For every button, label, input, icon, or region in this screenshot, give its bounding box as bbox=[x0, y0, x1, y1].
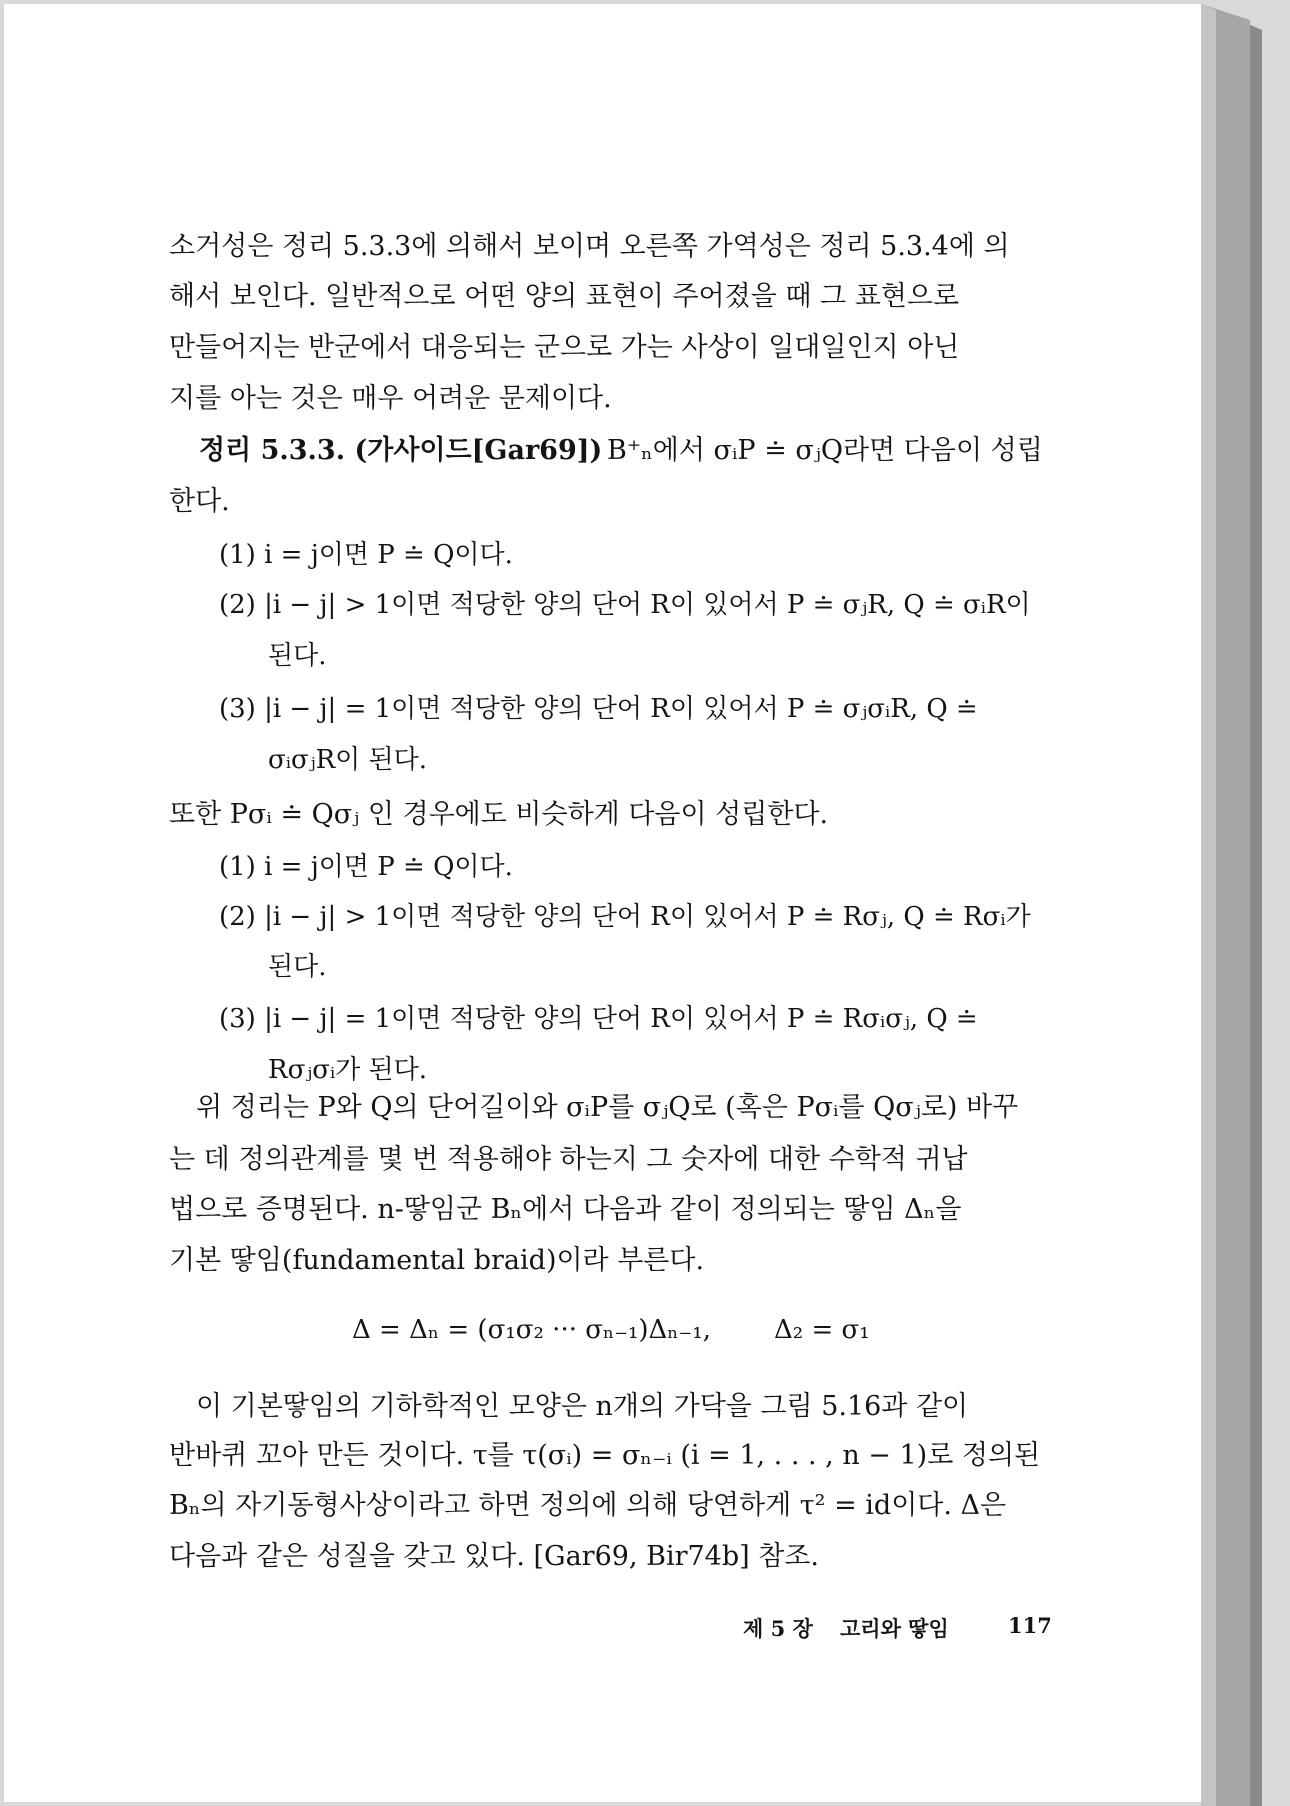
text-line: 법으로 증명된다. n-땋임군 Bₙ에서 다음과 같이 정의되는 땋임 Δₙ을 bbox=[169, 1194, 962, 1225]
theorem-item-cont: 된다. bbox=[268, 952, 327, 982]
page-side-highlight bbox=[1201, 4, 1216, 1806]
page-number: 117 bbox=[1008, 1613, 1052, 1638]
theorem-statement-cont: 한다. bbox=[169, 486, 230, 517]
document-page bbox=[4, 4, 1201, 1802]
text-line: 소거성은 정리 5.3.3에 의해서 보이며 오른쪽 가역성은 정리 5.3.4에 의 bbox=[169, 231, 1010, 262]
theorem-item: (2) |i − j| > 1이면 적당한 양의 단어 R이 있어서 P ≐ Rσⱼ, Q ≐ Rσᵢ가 bbox=[219, 902, 1031, 932]
theorem-item: (2) |i − j| > 1이면 적당한 양의 단어 R이 있어서 P ≐ σⱼR, Q ≐ σᵢR이 bbox=[219, 590, 1031, 620]
theorem-heading: 정리 5.3.3. (가사이드[Gar69]) bbox=[199, 435, 603, 466]
theorem-item-cont: σᵢσⱼR이 된다. bbox=[268, 745, 428, 775]
text-line: 이 기본땋임의 기하학적인 모양은 n개의 가닥을 그림 5.16과 같이 bbox=[196, 1391, 969, 1422]
footer-title: 고리와 땋임 bbox=[840, 1616, 949, 1641]
theorem-item: (3) |i − j| = 1이면 적당한 양의 단어 R이 있어서 P ≐ Rσᵢσⱼ, Q ≐ bbox=[219, 1004, 978, 1034]
theorem-item: (3) |i − j| = 1이면 적당한 양의 단어 R이 있어서 P ≐ σⱼσᵢR, Q ≐ bbox=[219, 694, 978, 724]
text-line: 반바퀴 꼬아 만든 것이다. τ를 τ(σᵢ) = σₙ₋ᵢ (i = 1, . . . , n − 1)로 정의된 bbox=[169, 1440, 1041, 1471]
theorem-item: (1) i = j이면 P ≐ Q이다. bbox=[219, 852, 513, 882]
text-line: Bₙ의 자기동형사상이라고 하면 정의에 의해 당연하게 τ² = id이다. Δ은 bbox=[169, 1490, 1007, 1521]
text-line: 는 데 정의관계를 몇 번 적용해야 하는지 그 숫자에 대한 수학적 귀납 bbox=[169, 1144, 968, 1175]
text-line: 기본 땋임(fundamental braid)이라 부른다. bbox=[169, 1245, 705, 1276]
theorem-statement: B⁺ₙ에서 σᵢP ≐ σⱼQ라면 다음이 성립 bbox=[607, 435, 1043, 466]
text-line: 다음과 같은 성질을 갖고 있다. [Gar69, Bir74b] 참조. bbox=[169, 1541, 819, 1572]
theorem-item-cont: Rσⱼσᵢ가 된다. bbox=[268, 1055, 428, 1085]
equation-right: Δ₂ = σ₁ bbox=[774, 1315, 870, 1345]
text-line: 만들어지는 반군에서 대응되는 군으로 가는 사상이 일대일인지 아닌 bbox=[169, 332, 960, 363]
text-line: 위 정리는 P와 Q의 단어길이와 σᵢP를 σⱼQ로 (혹은 Pσᵢ를 Qσⱼ로) 바꾸 bbox=[196, 1092, 1019, 1123]
equation-left: Δ = Δₙ = (σ₁σ₂ ··· σₙ₋₁)Δₙ₋₁, bbox=[352, 1315, 711, 1345]
theorem-item-cont: 된다. bbox=[268, 641, 327, 671]
theorem-item: (1) i = j이면 P ≐ Q이다. bbox=[219, 540, 513, 570]
theorem-also: 또한 Pσᵢ ≐ Qσⱼ 인 경우에도 비슷하게 다음이 성립한다. bbox=[169, 799, 829, 830]
text-line: 해서 보인다. 일반적으로 어떤 양의 표현이 주어졌을 때 그 표현으로 bbox=[169, 281, 960, 312]
footer-chapter: 제 5 장 bbox=[743, 1616, 813, 1641]
text-line: 지를 아는 것은 매우 어려운 문제이다. bbox=[169, 383, 612, 414]
